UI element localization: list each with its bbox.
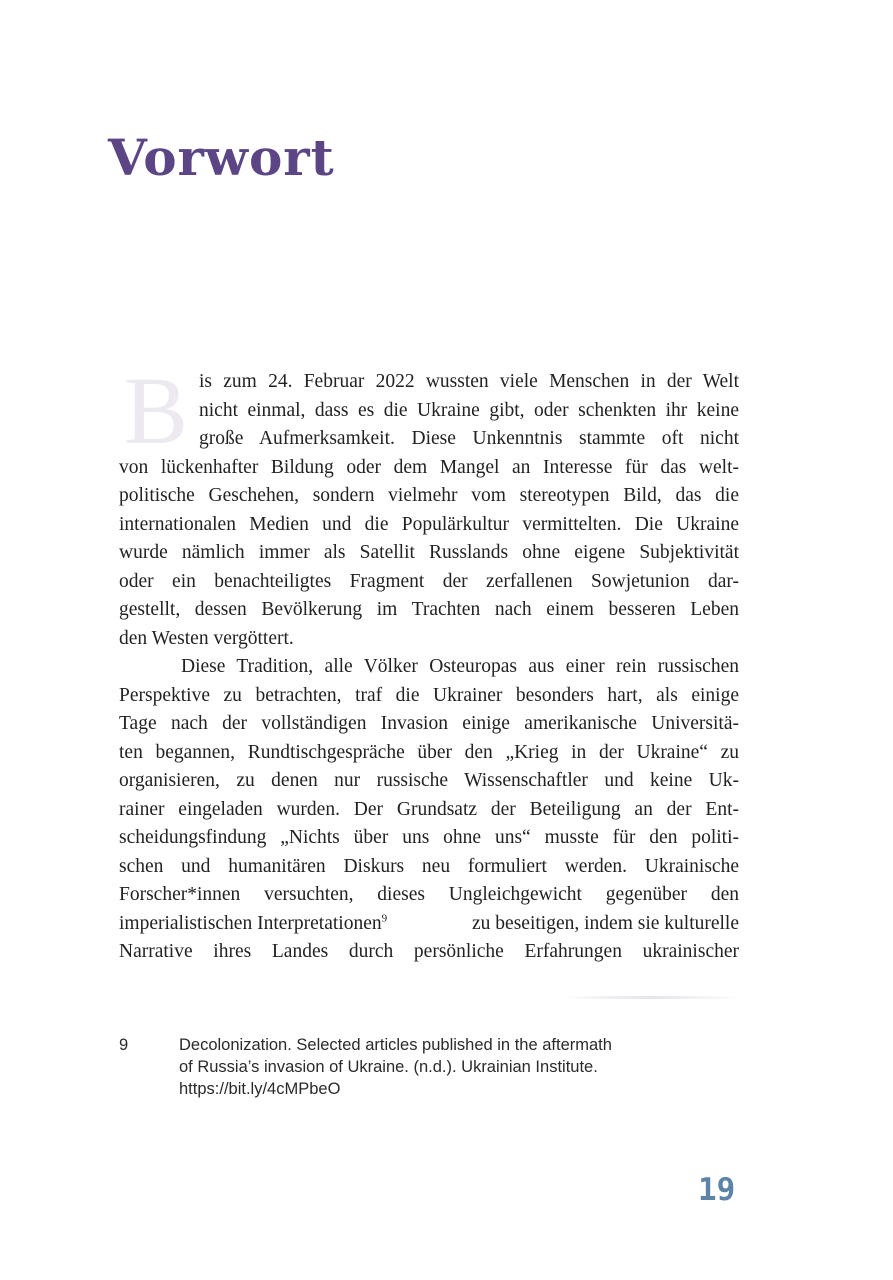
- body-line: Tage nach der vollständigen Invasion einige amerikanische Universitä-: [119, 713, 739, 734]
- footnote-text: [179, 1034, 699, 1100]
- body-line: schen und humanitären Diskurs neu formuliert werden. Ukrainische: [119, 855, 739, 877]
- body-line: Perspektive zu betrachten, traf die Ukrainer besonders hart, als einige: [119, 684, 739, 706]
- body-line-part: [119, 910, 387, 939]
- body-line: den Westen vergöttert.: [119, 627, 294, 649]
- body-line: Narrative ihres Landes durch persönliche Erfahrungen ukrainischer: [119, 941, 739, 962]
- body-line: gestellt, dessen Bevölkerung im Trachten nach einem besseren Leben: [119, 599, 739, 620]
- drop-cap-letter: B: [124, 357, 189, 464]
- footnote-number: 9: [119, 1036, 129, 1054]
- footnote-reference: 9: [381, 912, 388, 924]
- body-line-segment: zu beseitigen, indem sie kulturelle: [472, 912, 739, 934]
- page-number: 19: [698, 1172, 736, 1208]
- body-line: oder ein benachteiligtes Fragment der zerfallenen Sowjetunion dar-: [119, 570, 739, 592]
- body-line: wurde nämlich immer als Satellit Russlands ohne eigene Subjektivität: [119, 542, 739, 563]
- body-line: von lückenhafter Bildung oder dem Mangel an Interesse für das welt-: [119, 456, 739, 478]
- footnote-line: of Russia’s invasion of Ukraine. (n.d.). Ukrainian Institute.: [179, 1058, 598, 1076]
- body-line-segment: imperialistischen Interpretationen: [119, 912, 382, 934]
- body-line: [119, 910, 739, 939]
- footnote-link[interactable]: https://bit.ly/4cMPbeO: [179, 1080, 341, 1098]
- body-line: organisieren, zu denen nur russische Wissenschaftler und keine Uk-: [119, 770, 739, 791]
- body-line: politische Geschehen, sondern vielmehr vom stereotypen Bild, das die: [119, 485, 739, 506]
- body-line: Forscher*innen versuchten, dieses Ungleichgewicht gegenüber den: [119, 884, 739, 905]
- body-line: Diese Tradition, alle Völker Osteuropas aus einer rein russischen: [181, 656, 739, 677]
- page-title: Vorwort: [108, 128, 335, 187]
- body-text: [119, 357, 739, 967]
- body-line: ten begannen, Rundtischgespräche über den „Krieg in der Ukraine“ zu: [119, 741, 739, 763]
- body-line: is zum 24. Februar 2022 wussten viele Menschen in der Welt: [199, 371, 739, 392]
- body-line: große Aufmerksamkeit. Diese Unkenntnis stammte oft nicht: [199, 428, 739, 449]
- scan-artifact: [560, 996, 740, 999]
- footnote-line: Decolonization. Selected articles published in the aftermath: [179, 1036, 612, 1054]
- body-line: scheidungsfindung „Nichts über uns ohne uns“ musste für den politi-: [119, 827, 739, 848]
- body-line: rainer eingeladen wurden. Der Grundsatz der Beteiligung an der Ent-: [119, 798, 739, 820]
- body-line: internationalen Medien und die Populärkultur vermittelten. Die Ukraine: [119, 513, 739, 535]
- body-line: nicht einmal, dass es die Ukraine gibt, oder schenkten ihr keine: [199, 399, 739, 421]
